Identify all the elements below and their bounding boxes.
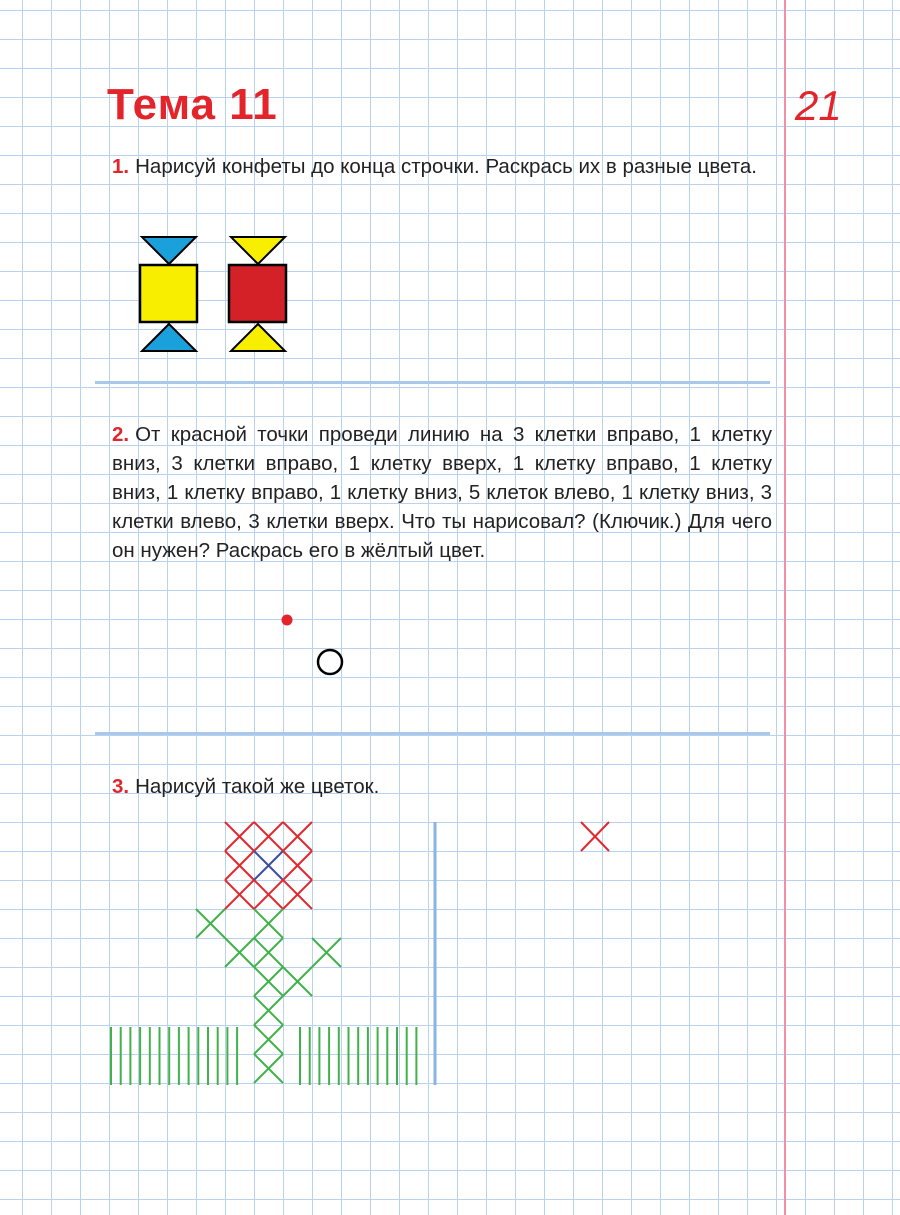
task-number: 2. [112, 423, 130, 446]
section-divider [95, 732, 770, 735]
task-text: Нарисуй конфеты до конца строчки. Раскрась их в разные цвета. [135, 155, 757, 178]
candy-yellow [140, 237, 197, 351]
candy-red [229, 237, 286, 351]
candy-wrapper-top [231, 237, 285, 264]
task-text: От красной точки проведи линию на 3 клетки вправо, 1 клетку вниз, 3 клетки вправо, 1 клетку вверх, 1 клетку вправо, 1 клетку вниз, 1 клетку вправо, 1 клетку вниз, 5 клеток влево, 1 клетку вниз, 3 клетки влево, 3 клетки вверх. Что ты нарисовал? (Ключик.) Для чего он нужен? Раскрась его в жёлтый цвет. [112, 423, 772, 562]
sample-red-cross [581, 822, 609, 851]
task-3-text [112, 772, 772, 801]
key-ring-circle [318, 650, 342, 674]
task-3 [112, 772, 772, 801]
task-2 [112, 420, 772, 565]
flower-pattern [111, 822, 416, 1085]
candy-wrapper-bottom [231, 324, 285, 351]
task-number: 3. [112, 775, 130, 798]
red-start-dot [282, 615, 293, 626]
candy-wrapper-bottom [142, 324, 196, 351]
page-number: 21 [795, 82, 842, 129]
section-divider [95, 381, 770, 384]
task-text: Нарисуй такой же цветок. [135, 775, 380, 798]
task-2-text [112, 420, 772, 565]
candy-body [140, 265, 197, 322]
page-title: Тема 11 [107, 80, 278, 129]
candy-wrapper-top [142, 237, 196, 264]
candy-body [229, 265, 286, 322]
task-number: 1. [112, 155, 130, 178]
